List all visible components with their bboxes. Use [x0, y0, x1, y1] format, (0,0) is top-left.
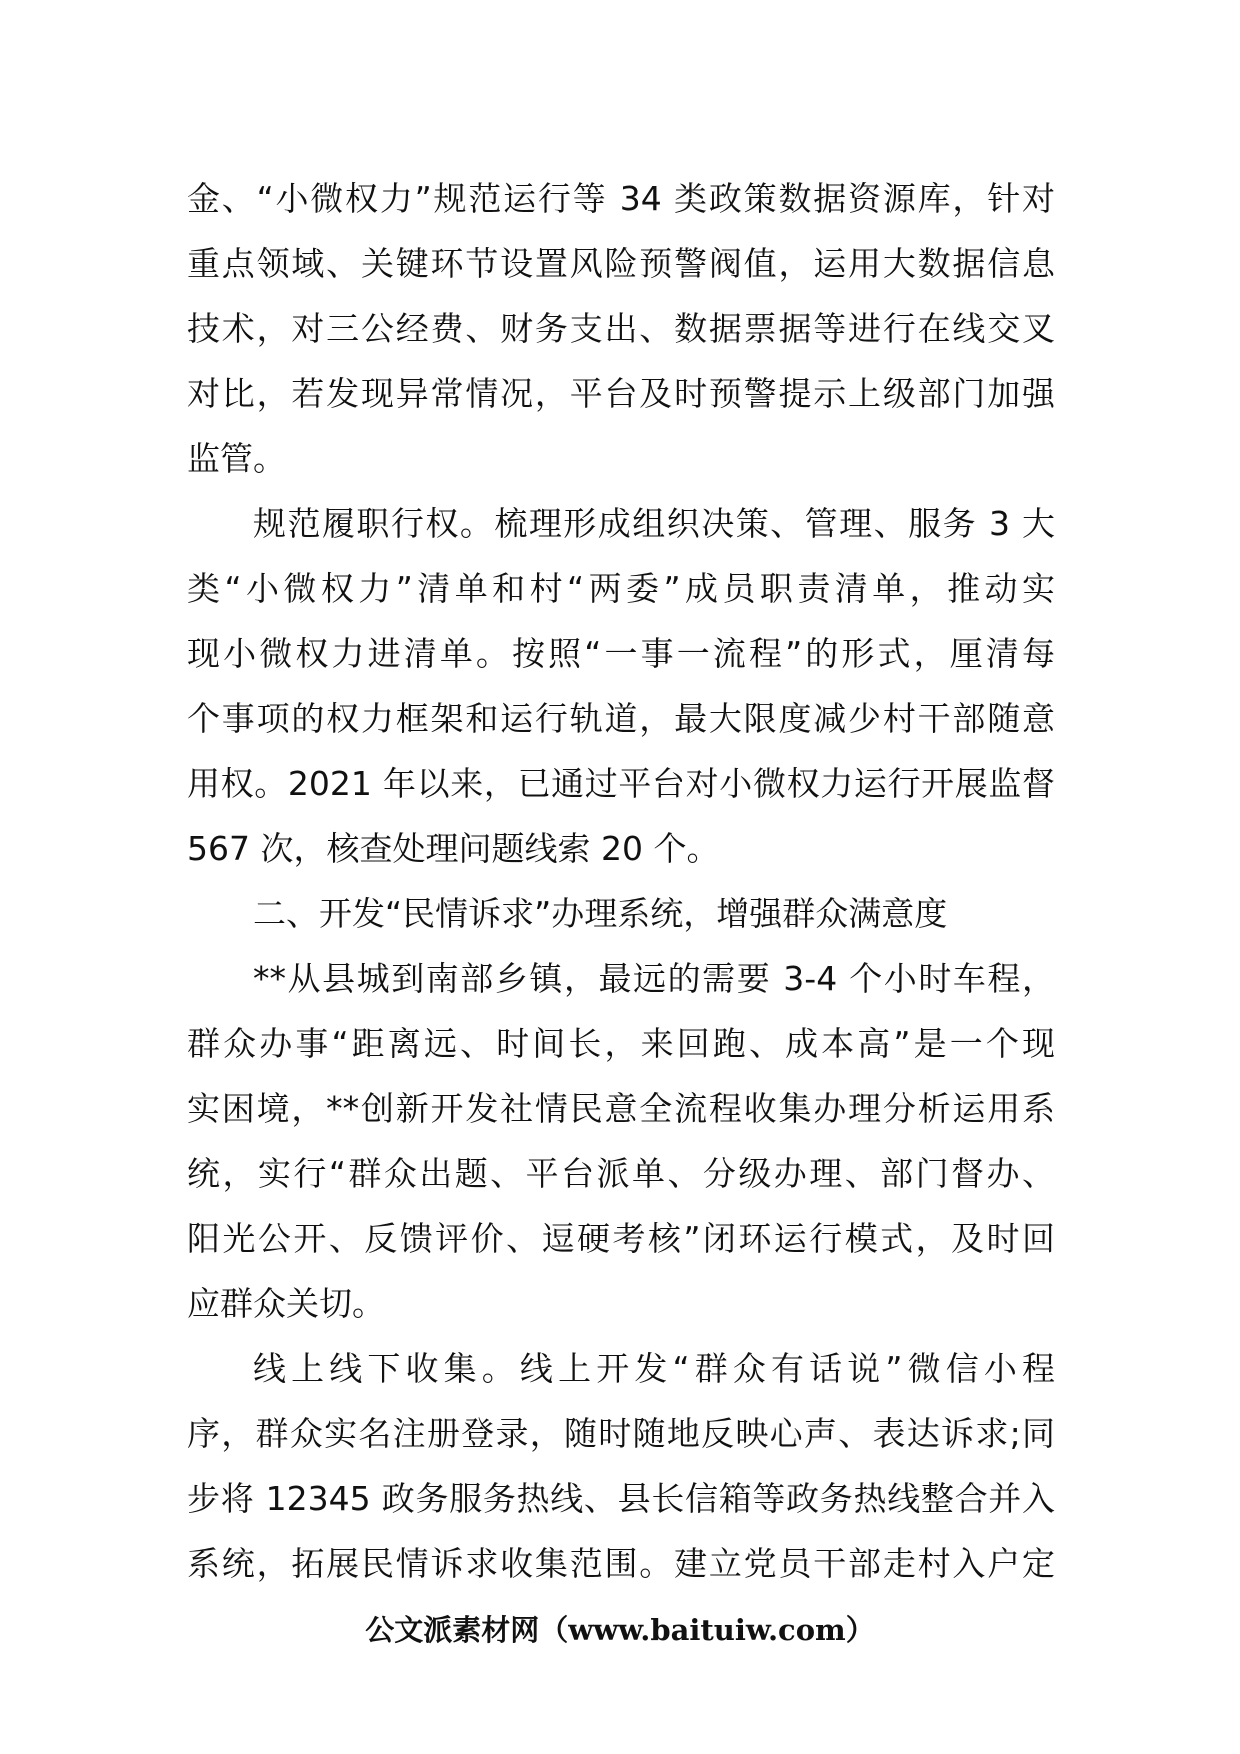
text-line: 金、“小微权力”规范运行等 34 类政策数据资源库，针对: [187, 179, 1055, 218]
text-line: 统，实行“群众出题、平台派单、分级办理、部门督办、: [187, 1154, 1055, 1193]
text-line: 阳光公开、反馈评价、逗硬考核”闭环运行模式，及时回: [187, 1219, 1055, 1258]
text-line: 监管。: [187, 439, 286, 478]
text-line: 重点领域、关键环节设置风险预警阀值，运用大数据信息: [187, 244, 1055, 283]
text-line: 步将 12345 政务服务热线、县长信箱等政务热线整合并入: [187, 1479, 1055, 1518]
watermark-footer: 公文派素材网（www.baituiw.com）: [365, 1613, 875, 1647]
text-line: 用权。2021 年以来，已通过平台对小微权力运行开展监督: [187, 764, 1055, 803]
text-line: 系统，拓展民情诉求收集范围。建立党员干部走村入户定: [187, 1544, 1055, 1583]
text-line: **从县城到南部乡镇，最远的需要 3-4 个小时车程，: [253, 959, 1055, 998]
text-line: 现小微权力进清单。按照“一事一流程”的形式，厘清每: [187, 634, 1055, 673]
text-line: 对比，若发现异常情况，平台及时预警提示上级部门加强: [187, 374, 1055, 413]
text-line: 规范履职行权。梳理形成组织决策、管理、服务 3 大: [253, 504, 1055, 543]
text-line: 类“小微权力”清单和村“两委”成员职责清单，推动实: [187, 569, 1055, 608]
text-line: 应群众关切。: [187, 1284, 385, 1323]
text-line: 群众办事“距离远、时间长，来回跑、成本高”是一个现: [187, 1024, 1055, 1063]
text-line: 线上线下收集。线上开发“群众有话说”微信小程: [253, 1349, 1055, 1388]
text-line: 567 次，核查处理问题线索 20 个。: [187, 829, 720, 868]
text-line: 技术，对三公经费、财务支出、数据票据等进行在线交叉: [187, 309, 1055, 348]
text-line: 个事项的权力框架和运行轨道，最大限度减少村干部随意: [187, 699, 1055, 738]
document-body: [187, 166, 1055, 1596]
text-line: 序，群众实名注册登录，随时随地反映心声、表达诉求;同: [187, 1414, 1055, 1453]
text-line: 实困境，**创新开发社情民意全流程收集办理分析运用系: [187, 1089, 1055, 1128]
text-line: 二、开发“民情诉求”办理系统，增强群众满意度: [253, 894, 948, 933]
